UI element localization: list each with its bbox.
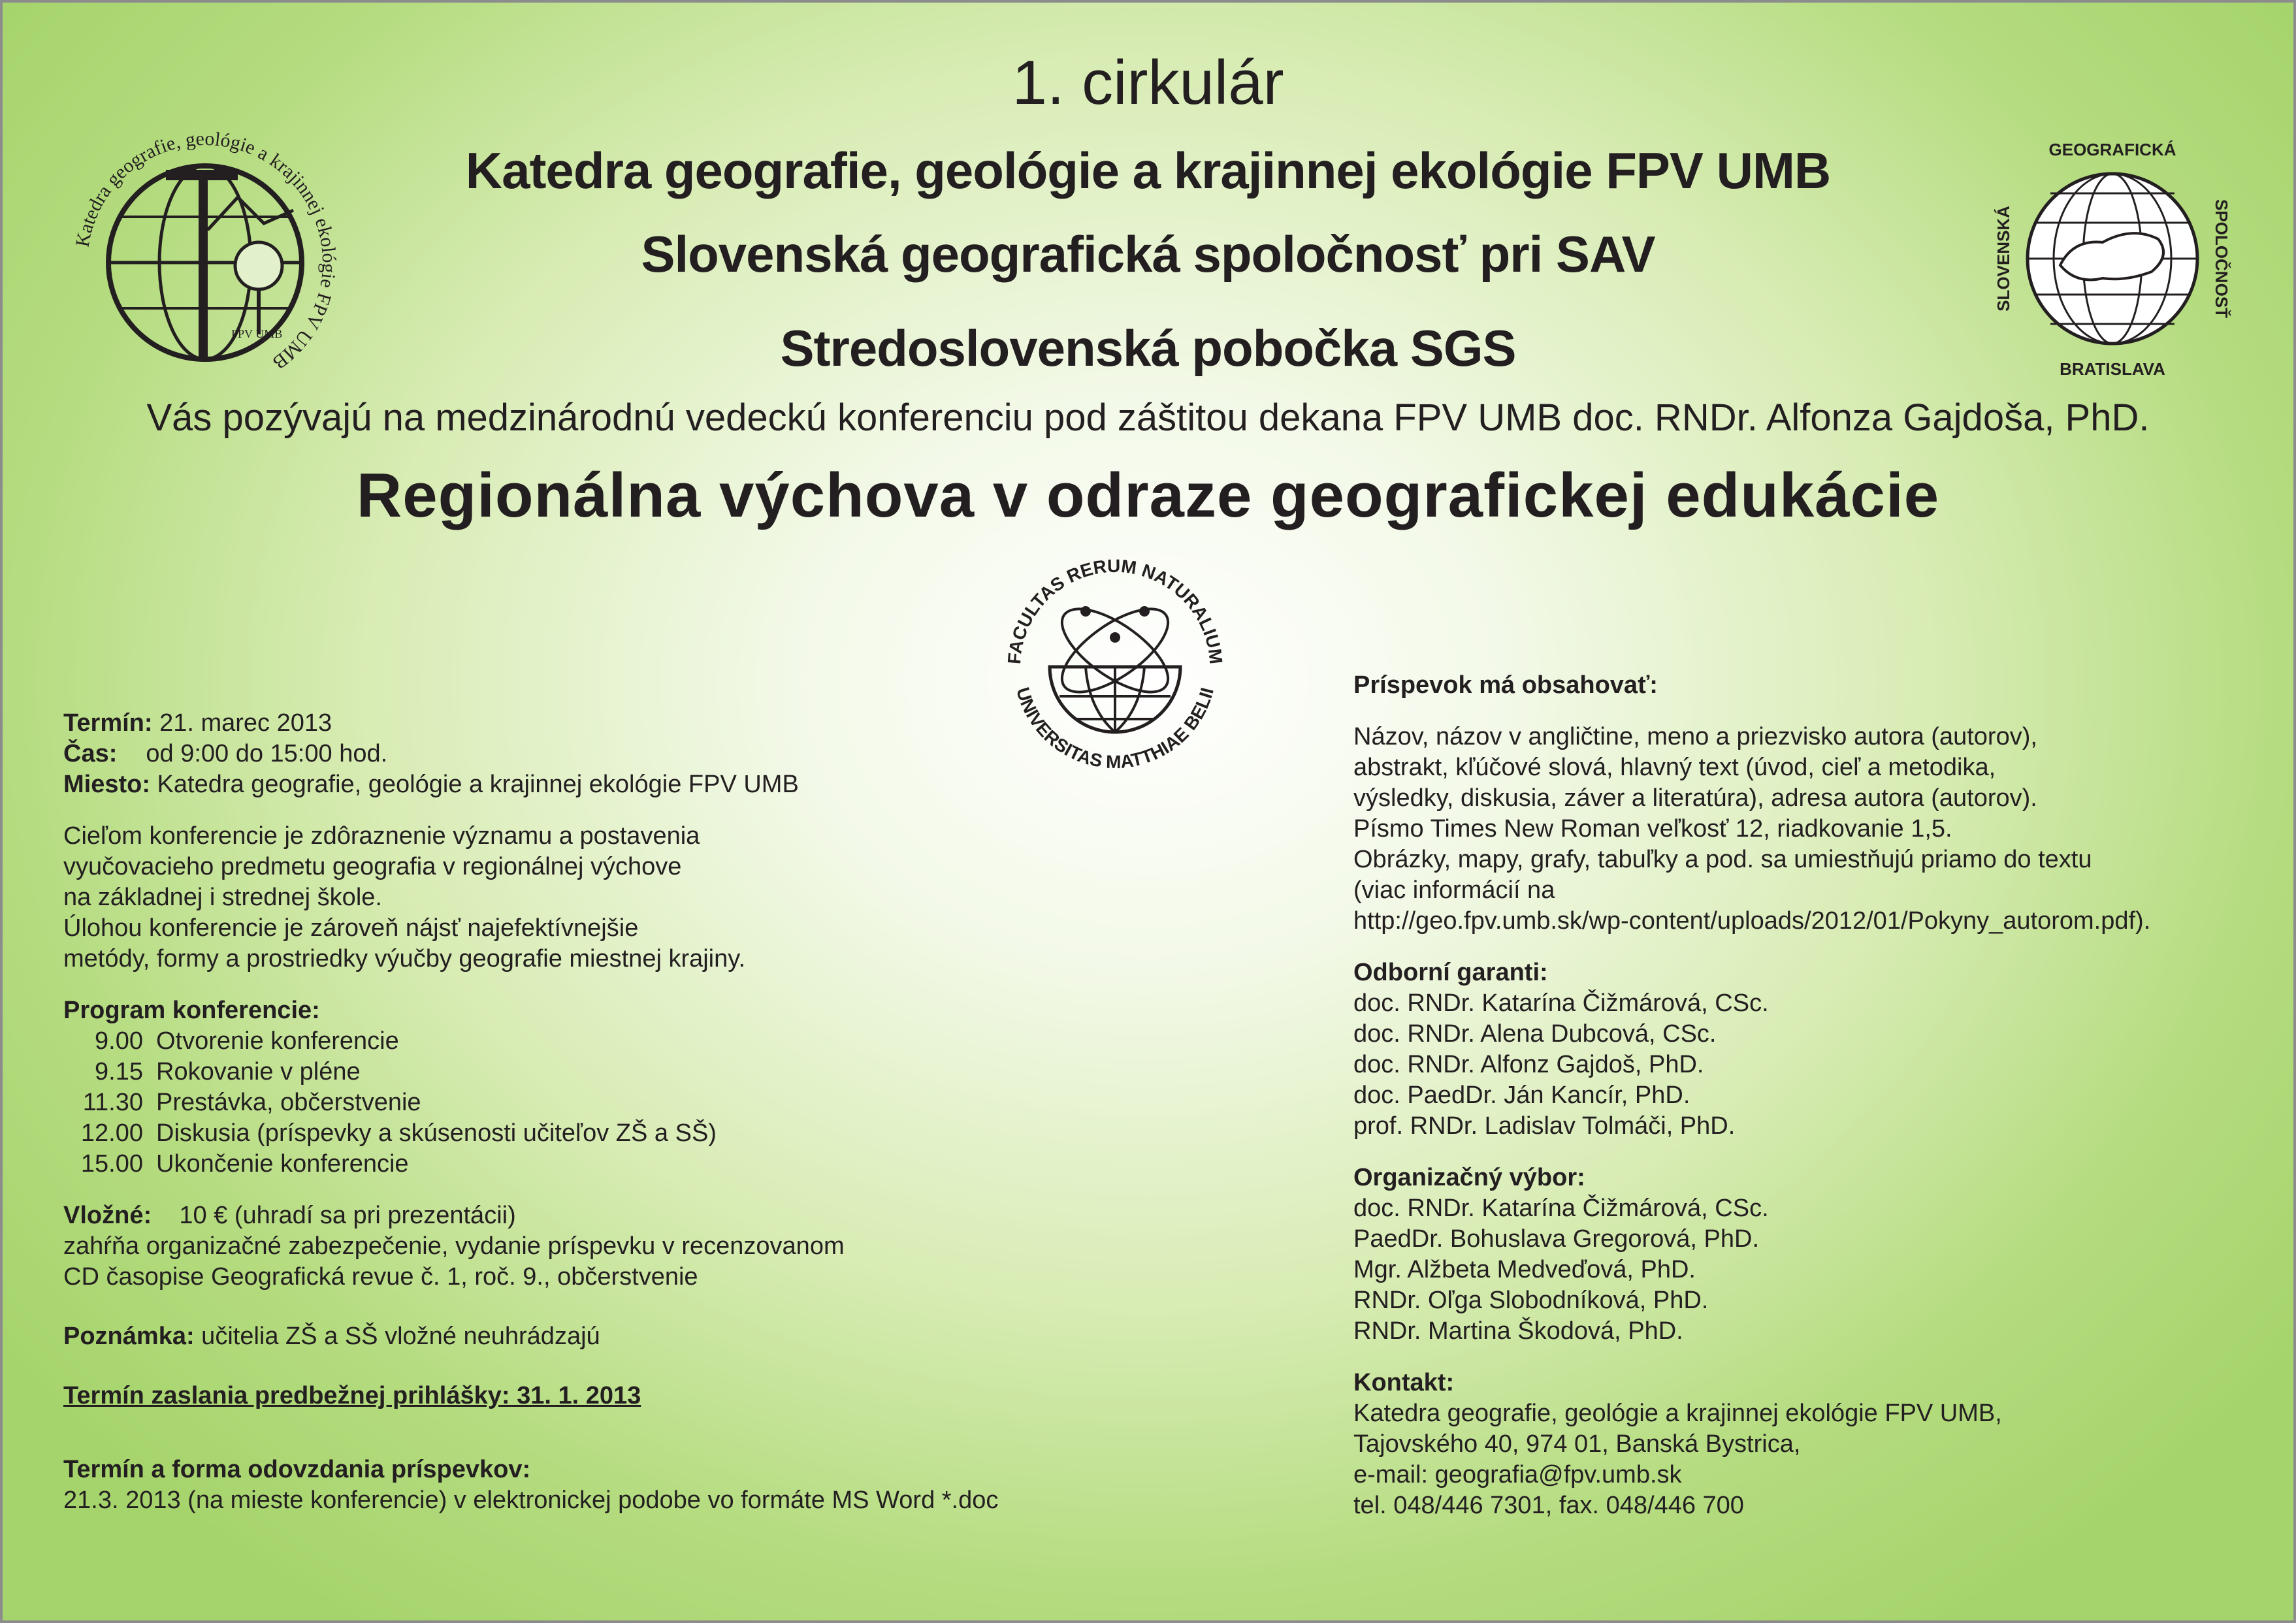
program-heading: Program konferencie: <box>63 997 320 1024</box>
event-details <box>63 708 1108 1516</box>
aim-line: metódy, formy a prostriedky výučby geografie miestnej krajiny. <box>63 945 745 972</box>
department-logo-ring-text: Katedra geografie, geológie a krajinnej ekológie FPV UMB <box>71 127 340 374</box>
organizer-branch: Stredoslovenská pobočka SGS <box>780 319 1516 377</box>
contribution-line: výsledky, diskusia, záver a literatúra), adresa autora (autorov). <box>1353 784 2037 812</box>
aim-line: na základnej i strednej škole. <box>63 884 382 911</box>
fee-value: 10 € (uhradí sa pri prezentácii) <box>179 1202 516 1229</box>
submission-info <box>1353 670 2281 1521</box>
program-item <box>63 1118 1108 1149</box>
submission-heading: Termín a forma odovzdania príspevkov: <box>63 1456 531 1483</box>
committee-member: RNDr. Oľga Slobodníková, PhD. <box>1353 1287 1709 1314</box>
fee-detail: CD časopise Geografická revue č. 1, roč. 9., občerstvenie <box>63 1263 698 1291</box>
committee-member: RNDr. Martina Škodová, PhD. <box>1353 1317 1683 1345</box>
submission-value: 21.3. 2013 (na mieste konferencie) v elektronickej podobe vo formáte MS Word *.doc <box>63 1486 999 1514</box>
aim-line: vyučovacieho predmetu geografia v regionálnej výchove <box>63 853 682 880</box>
registration-deadline: Termín zaslania predbežnej prihlášky: 31. 1. 2013 <box>63 1382 641 1409</box>
program-text: Rokovanie v pléne <box>156 1058 361 1085</box>
date-label: Termín: <box>63 709 153 737</box>
aim-line: Cieľom konferencie je zdôraznenie významu a postavenia <box>63 822 700 850</box>
society-logo-top-text: GEOGRAFICKÁ <box>2048 140 2176 159</box>
program-item <box>63 1149 1108 1180</box>
program-item <box>63 1087 1108 1118</box>
society-logo <box>1962 128 2237 389</box>
note-value: učitelia ZŠ a SŠ vložné neuhrádzajú <box>194 1323 600 1350</box>
guidelines-link[interactable]: http://geo.fpv.umb.sk/wp-content/uploads/2012/01/Pokyny_autorom.pdf). <box>1353 907 2151 935</box>
note-line <box>63 1321 1108 1352</box>
society-logo-left-text: SLOVENSKÁ <box>1994 206 2013 312</box>
society-logo-right-text: SPOLOČNOSŤ <box>2212 199 2231 319</box>
circular-number: 1. cirkulár <box>1012 48 1284 118</box>
date-line <box>63 708 1108 739</box>
contribution-heading: Príspevok má obsahovať: <box>1353 671 1658 699</box>
venue-line <box>63 769 1108 800</box>
program-text: Otvorenie konferencie <box>156 1027 399 1055</box>
committee-member: doc. RNDr. Katarína Čižmárová, CSc. <box>1353 1195 1769 1222</box>
fee-line <box>63 1200 1108 1231</box>
guarantor: doc. PaedDr. Ján Kancír, PhD. <box>1353 1082 1690 1109</box>
program-item <box>63 1026 1108 1057</box>
svg-text:FACULTAS RERUM NATURALIUM <box>1004 556 1226 665</box>
contribution-line: Názov, názov v angličtine, meno a priezvisko autora (autorov), <box>1353 723 2037 750</box>
program-time: 12.00 <box>80 1119 143 1147</box>
contribution-line: Písmo Times New Roman veľkosť 12, riadkovanie 1,5. <box>1353 815 1952 843</box>
program-time: 9.15 <box>95 1058 143 1085</box>
contact-email[interactable]: e-mail: geografia@fpv.umb.sk <box>1353 1461 1682 1488</box>
conference-title: Regionálna výchova v odraze geografickej edukácie <box>356 460 1940 530</box>
note-label: Poznámka: <box>63 1323 195 1350</box>
guarantors-heading: Odborní garanti: <box>1353 959 1548 986</box>
venue-value: Katedra geografie, geológie a krajinnej ekológie FPV UMB <box>150 771 799 798</box>
contribution-line: Obrázky, mapy, grafy, tabuľky a pod. sa umiestňujú priamo do textu <box>1353 846 2092 873</box>
contact-line: tel. 048/446 7301, fax. 048/446 700 <box>1353 1492 1744 1519</box>
time-label: Čas: <box>63 740 118 767</box>
aim-line: Úlohou konferencie je zároveň nájsť najefektívnejšie <box>63 914 639 942</box>
fee-detail: zahŕňa organizačné zabezpečenie, vydanie príspevku v recenzovanom <box>63 1232 845 1260</box>
time-line <box>63 739 1108 769</box>
department-logo-inner-text: FPV UMB <box>231 327 283 340</box>
guarantor: doc. RNDr. Alfonz Gajdoš, PhD. <box>1353 1051 1704 1078</box>
venue-label: Miesto: <box>63 771 150 798</box>
committee-heading: Organizačný výbor: <box>1353 1164 1585 1191</box>
guarantor: doc. RNDr. Katarína Čižmárová, CSc. <box>1353 989 1769 1017</box>
organizer-department: Katedra geografie, geológie a krajinnej ekológie FPV UMB <box>465 142 1831 199</box>
committee-member: PaedDr. Bohuslava Gregorová, PhD. <box>1353 1225 1760 1253</box>
committee-member: Mgr. Alžbeta Medveďová, PhD. <box>1353 1256 1696 1283</box>
contribution-line: abstrakt, kľúčové slová, hlavný text (úvod, cieľ a metodika, <box>1353 754 1996 781</box>
program-time: 11.30 <box>82 1089 143 1116</box>
department-logo <box>68 125 342 400</box>
program-time: 15.00 <box>80 1150 143 1178</box>
program-text: Prestávka, občerstvenie <box>156 1089 421 1116</box>
program-item <box>63 1057 1108 1087</box>
contact-heading: Kontakt: <box>1353 1369 1455 1396</box>
contribution-line: (viac informácií na <box>1353 876 1555 904</box>
date-value: 21. marec 2013 <box>152 709 332 737</box>
guarantor: prof. RNDr. Ladislav Tolmáči, PhD. <box>1353 1112 1736 1140</box>
faculty-logo-bottom-text: UNIVERSITAS MATTHIAE BELII <box>1012 684 1218 773</box>
fee-label: Vložné: <box>63 1202 152 1229</box>
program-text: Ukončenie konferencie <box>156 1150 409 1178</box>
invitation-line: Vás pozývajú na medzinárodnú vedeckú konferenciu pod záštitou dekana FPV UMB doc. RNDr. Alfonza Gajdoša, PhD. <box>146 396 2150 439</box>
program-text: Diskusia (príspevky a skúsenosti učiteľov ZŠ a SŠ) <box>156 1119 717 1147</box>
organizer-society: Slovenská geografická spoločnosť pri SAV <box>641 225 1655 283</box>
time-value: od 9:00 do 15:00 hod. <box>146 740 388 767</box>
guarantor: doc. RNDr. Alena Dubcová, CSc. <box>1353 1020 1717 1048</box>
program-time: 9.00 <box>95 1027 143 1055</box>
contact-line: Tajovského 40, 974 01, Banská Bystrica, <box>1353 1430 1801 1458</box>
society-logo-bottom-text: BRATISLAVA <box>2060 359 2165 379</box>
contact-line: Katedra geografie, geológie a krajinnej ekológie FPV UMB, <box>1353 1400 2002 1427</box>
faculty-logo-top-text: FACULTAS RERUM NATURALIUM <box>1003 555 1227 666</box>
